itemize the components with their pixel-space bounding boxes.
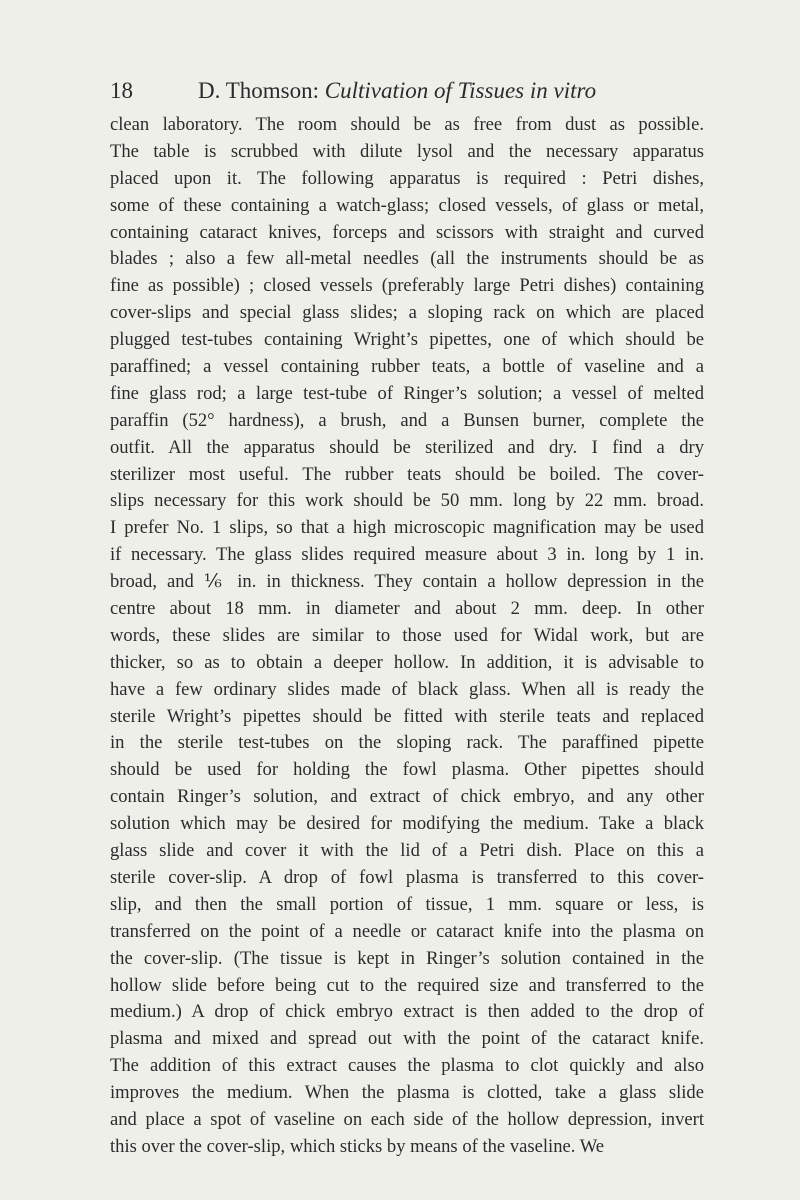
text-line: cover-slips and special glass slides; a sloping rack on which are placed xyxy=(110,302,704,324)
text-line: contain Ringer’s solution, and extract of chick embryo, and any other xyxy=(110,786,704,808)
text-line: containing cataract knives, forceps and scissors with straight and curved xyxy=(110,221,704,243)
text-line: sterilizer most useful. The rubber teats should be boiled. The cover- xyxy=(110,463,704,485)
running-head xyxy=(110,76,710,106)
page-number: 18 xyxy=(110,78,133,103)
text-line: slip, and then the small portion of tissue, 1 mm. square or less, is xyxy=(110,893,704,915)
text-line: plugged test-tubes containing Wright’s pipettes, one of which should be xyxy=(110,329,704,351)
text-line: The table is scrubbed with dilute lysol and the necessary apparatus xyxy=(110,140,704,162)
text-line: medium.) A drop of chick embryo extract is then added to the drop of xyxy=(110,1001,704,1023)
text-line: if necessary. The glass slides required measure about 3 in. long by 1 in. xyxy=(110,544,704,566)
text-line: paraffined; a vessel containing rubber teats, a bottle of vaseline and a xyxy=(110,356,704,378)
text-line: words, these slides are similar to those used for Widal work, but are xyxy=(110,624,704,646)
text-line: sterile cover-slip. A drop of fowl plasma is transferred to this cover- xyxy=(110,866,704,888)
text-line: should be used for holding the fowl plasma. Other pipettes should xyxy=(110,759,704,781)
text-line: clean laboratory. The room should be as free from dust as possible. xyxy=(110,114,704,135)
text-line: in the sterile test-tubes on the sloping rack. The paraffined pipette xyxy=(110,732,704,754)
article-title: Cultivation of Tissues in vitro xyxy=(324,78,597,103)
text-line: placed upon it. The following apparatus is required : Petri dishes, xyxy=(110,167,704,189)
text-line: transferred on the point of a needle or cataract knife into the plasma on xyxy=(110,920,704,942)
text-line: thicker, so as to obtain a deeper hollow. In addition, it is advisable to xyxy=(110,651,704,673)
text-line: have a few ordinary slides made of black glass. When all is ready the xyxy=(110,678,704,700)
author-name: D. Thomson: xyxy=(198,78,319,103)
text-line: broad, and ⅙ in. in thickness. They contain a hollow depression in the xyxy=(110,571,704,593)
text-line: slips necessary for this work should be 50 mm. long by 22 mm. broad. xyxy=(110,490,704,512)
text-line: I prefer No. 1 slips, so that a high microscopic magnification may be used xyxy=(110,517,704,539)
text-line: this over the cover-slip, which sticks by means of the vaseline. We xyxy=(110,1135,605,1157)
text-line: fine glass rod; a large test-tube of Ringer’s solution; a vessel of melted xyxy=(110,382,704,404)
text-line: sterile Wright’s pipettes should be fitted with sterile teats and replaced xyxy=(110,705,704,727)
text-line: plasma and mixed and spread out with the point of the cataract knife. xyxy=(110,1028,704,1050)
text-line: hollow slide before being cut to the required size and transferred to the xyxy=(110,974,704,996)
running-title xyxy=(198,76,596,106)
text-line: solution which may be desired for modifying the medium. Take a black xyxy=(110,813,704,835)
text-line: paraffin (52° hardness), a brush, and a Bunsen burner, complete the xyxy=(110,409,704,431)
text-line: centre about 18 mm. in diameter and about 2 mm. deep. In other xyxy=(110,598,704,620)
text-line: and place a spot of vaseline on each side of the hollow depression, invert xyxy=(110,1108,704,1130)
text-line: improves the medium. When the plasma is clotted, take a glass slide xyxy=(110,1082,704,1104)
text-line: The addition of this extract causes the plasma to clot quickly and also xyxy=(110,1055,704,1077)
text-line: outfit. All the apparatus should be sterilized and dry. I find a dry xyxy=(110,436,704,458)
text-line: some of these containing a watch-glass; closed vessels, of glass or metal, xyxy=(110,194,704,216)
body-text xyxy=(110,112,704,1161)
text-line: blades ; also a few all-metal needles (all the instruments should be as xyxy=(110,248,704,270)
text-line: glass slide and cover it with the lid of a Petri dish. Place on this a xyxy=(110,840,704,862)
text-line: fine as possible) ; closed vessels (preferably large Petri dishes) containing xyxy=(110,275,704,297)
text-line: the cover-slip. (The tissue is kept in Ringer’s solution contained in the xyxy=(110,947,704,969)
